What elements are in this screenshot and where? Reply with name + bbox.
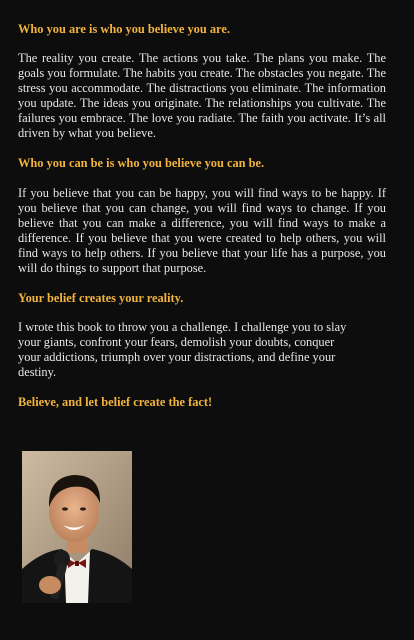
section-heading-who-you-are: Who you are is who you believe you are. (18, 22, 230, 36)
challenge-line: your addictions, triumph over your distractions, and define your (18, 350, 336, 364)
section-heading-who-you-can-be: Who you can be is who you believe you can be. (18, 156, 265, 170)
author-photo (22, 451, 132, 603)
paragraph-challenge (18, 320, 386, 380)
challenge-line: your giants, confront your fears, demolish your doubts, conquer (18, 335, 335, 349)
paragraph-if-you-believe: If you believe that you can be happy, you will find ways to be happy. If you believe that you can change, you will find ways to change. If you believe that you can make a difference, you will find ways to make a difference. If you believe that you were created to help others, you will find ways to help others. If you believe that your life has a purpose, you will do things to support that purpose. (18, 186, 386, 275)
section-heading-believe-tagline: Believe, and let belief create the fact! (18, 395, 213, 409)
section-heading-belief-creates-reality: Your belief creates your reality. (18, 291, 184, 305)
challenge-line: destiny. (18, 365, 57, 379)
paragraph-reality-you-create: The reality you create. The actions you take. The plans you make. The goals you formulate. The habits you create. The obstacles you negate. The stress you accommodate. The distractions you eliminate. The information you update. The ideas you originate. The relationships you cultivate. The failures you embrace. The love you radiate. The faith you activate. It’s all driven by what you believe. (18, 51, 386, 140)
challenge-line: I wrote this book to throw you a challenge. I challenge you to slay (18, 320, 347, 334)
author-portrait-image (22, 451, 132, 603)
